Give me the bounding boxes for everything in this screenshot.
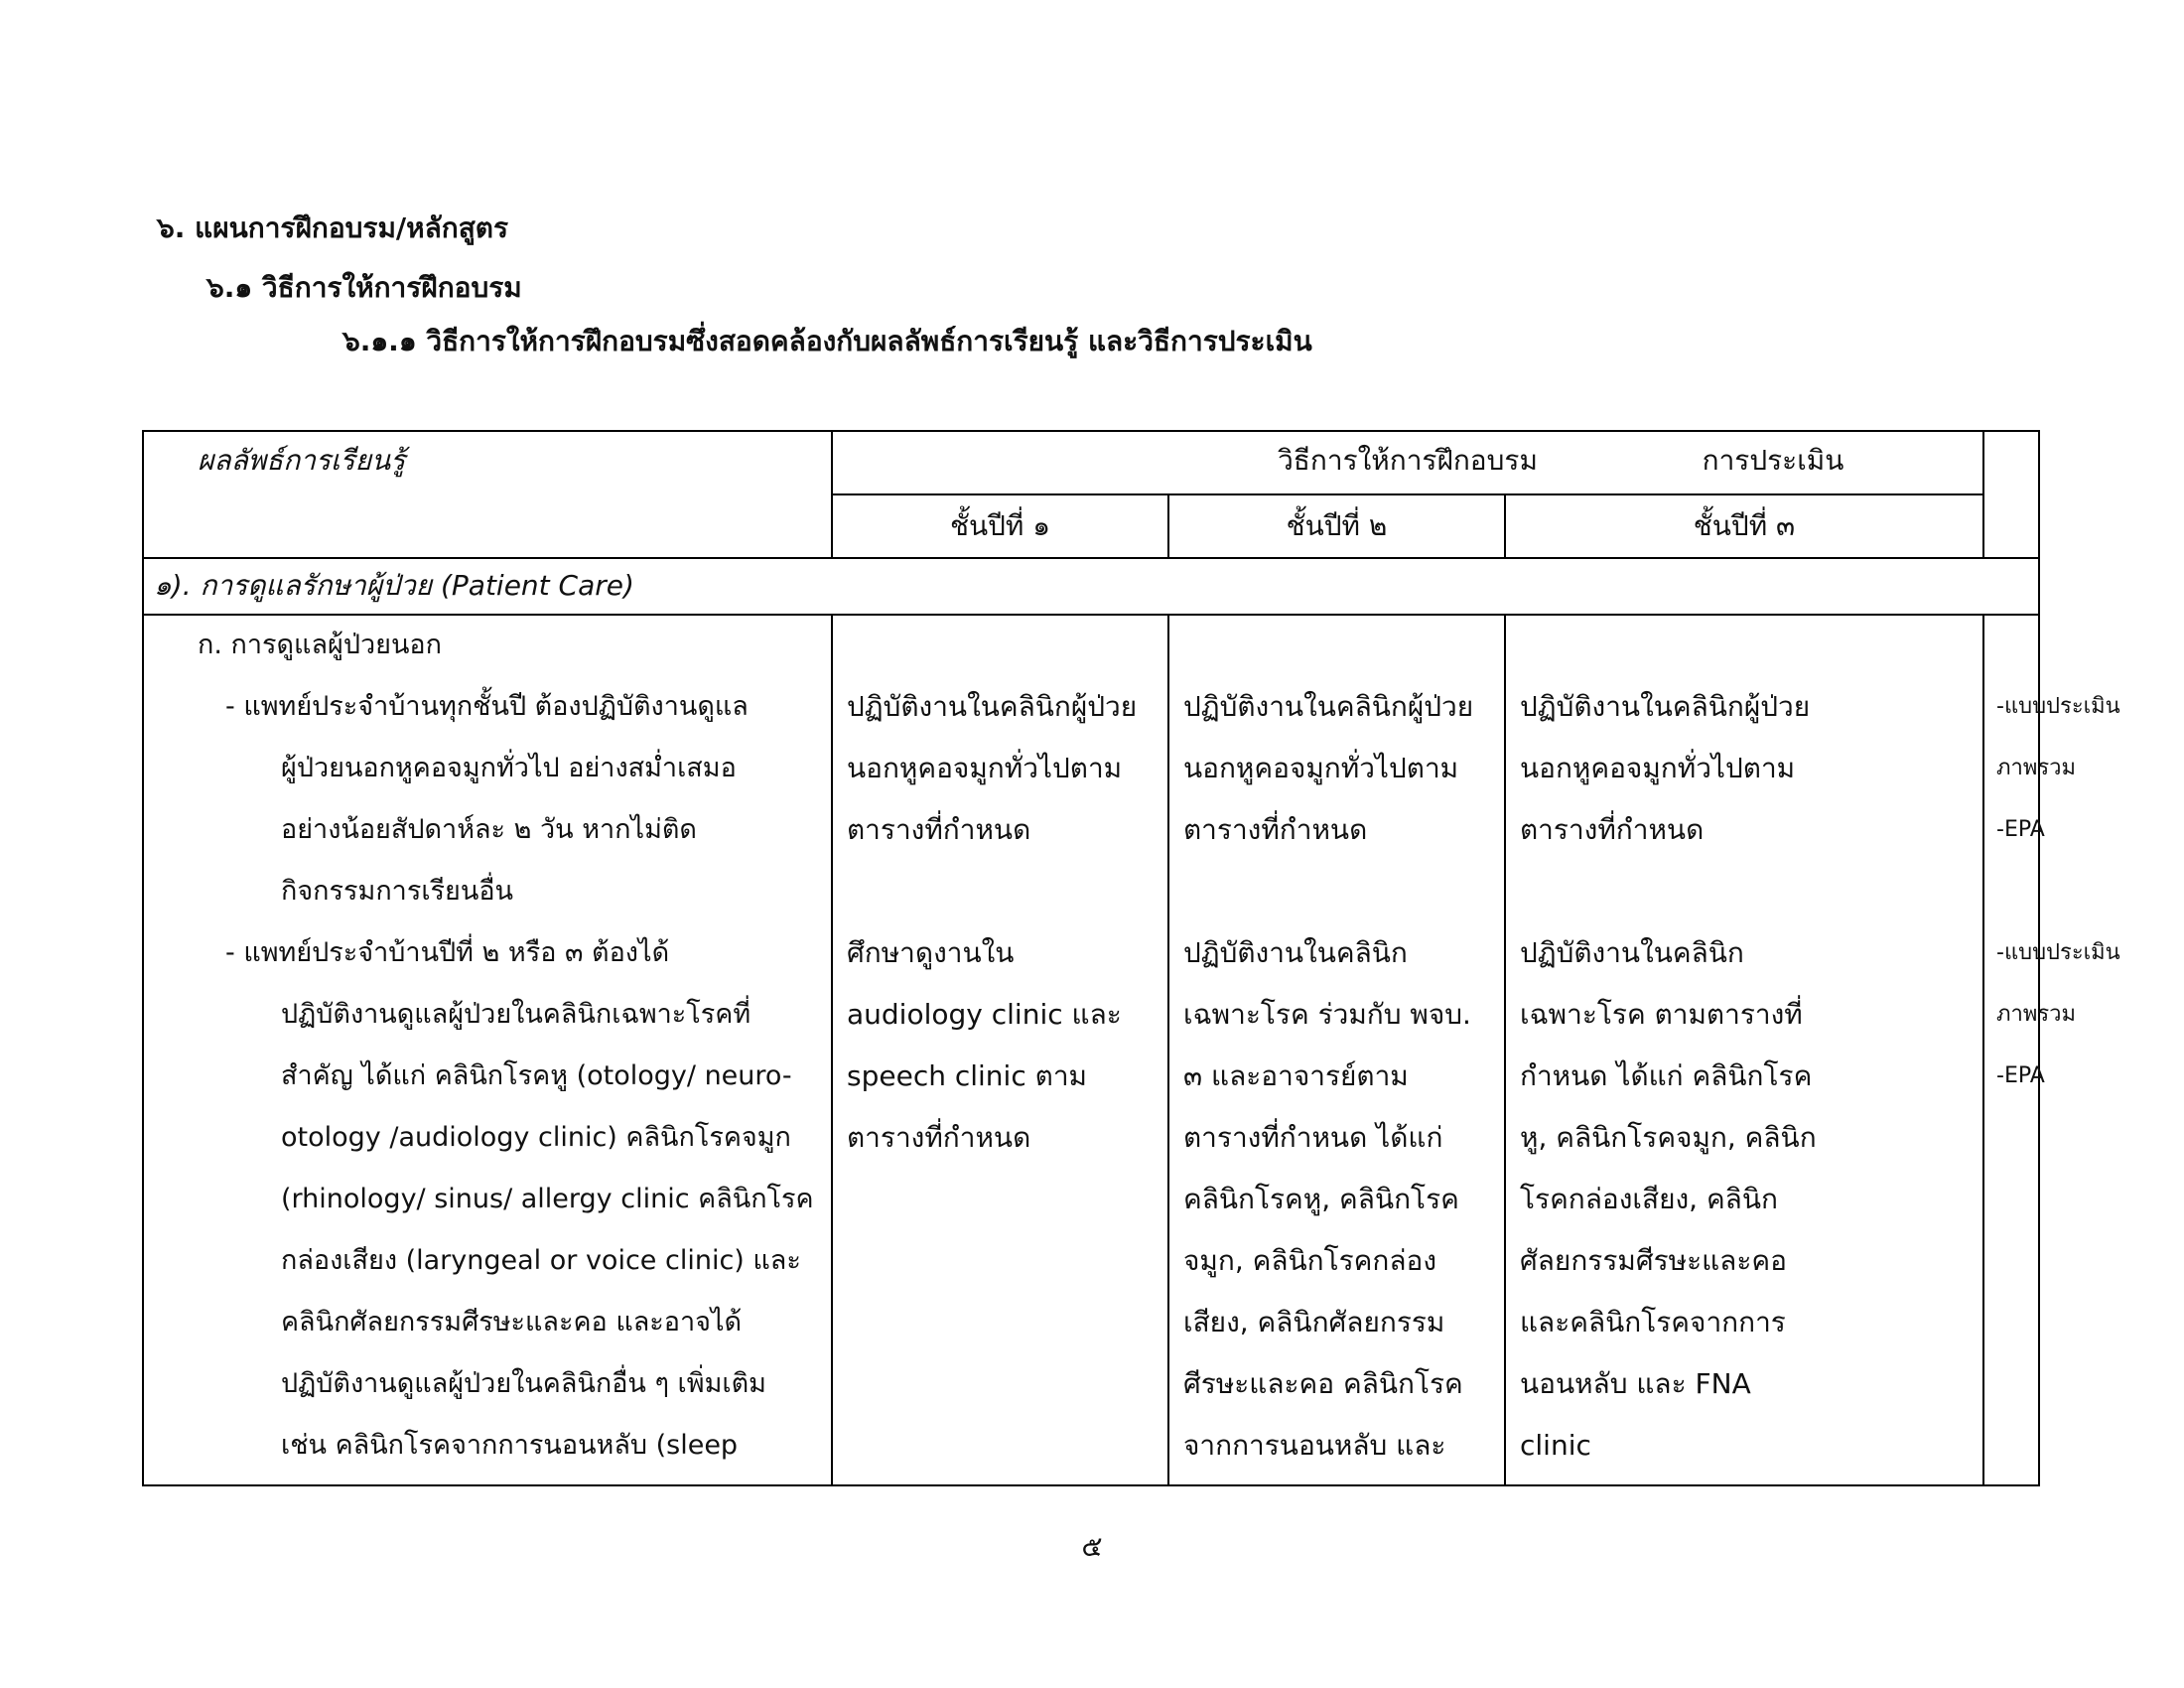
table-border-bottom [142,1484,2040,1486]
page-number: ๕ [1081,1530,1103,1563]
header-year-3: ชั้นปีที่ ๓ [1693,509,1796,542]
outcome-line: คลินิกศัลยกรรมศีรษะและคอ และอาจได้ [281,1307,743,1337]
outcome-line: ก. การดูแลผู้ป่วยนอก [198,630,442,660]
outcome-line: อย่างน้อยสัปดาห์ละ ๒ วัน หากไม่ติด [281,814,697,845]
cell-line: ศัลยกรรมศีรษะและคอ [1520,1244,1787,1277]
col-divider-1b [831,615,833,1486]
cell-line: ภาพรวม [1996,1002,2077,1027]
cell-line: clinic [1520,1429,1591,1462]
col-divider-2b [1167,615,1169,1486]
year3-outpatient [1520,676,1810,861]
outcome-line: กล่องเสียง (laryngeal or voice clinic) และ [281,1245,801,1276]
section-heading: ๖. แผนการฝึกอบรม/หลักสูตร [157,211,509,244]
evaluation-outpatient [1996,676,2120,861]
outcome-line: otology /audiology clinic) คลินิกโรคจมูก [281,1122,791,1153]
cell-line: จมูก, คลินิกโรคกล่อง [1183,1244,1437,1277]
cell-line: -EPA [1996,1063,2045,1088]
year3-specialty [1520,922,1817,1477]
cell-line: ปฏิบัติงานในคลินิกผู้ป่วย [1183,690,1474,723]
year2-outpatient [1183,676,1473,861]
cell-line: speech clinic ตาม [847,1059,1087,1092]
outcome-line: สำคัญ ได้แก่ คลินิกโรคหู (otology/ neuro- [281,1060,792,1091]
cell-line: ๓ และอาจารย์ตาม [1183,1059,1409,1092]
section-patient-care: ๑). การดูแลรักษาผู้ป่วย (Patient Care) [154,569,634,602]
outcome-line: ผู้ป่วยนอกหูคอจมูกทั่วไป อย่างสม่ำเสมอ [281,753,737,783]
year1-specialty [847,922,1122,1169]
cell-line: เฉพาะโรค ร่วมกับ พจบ. [1183,998,1471,1031]
outcome-line: เช่น คลินิกโรคจากการนอนหลับ (sleep [281,1430,739,1461]
cell-line: กำหนด ได้แก่ คลินิกโรค [1520,1059,1813,1092]
cell-line: -EPA [1996,817,2045,842]
training-methods-table [142,430,2120,1486]
cell-line: ปฏิบัติงานในคลินิก [1520,936,1744,969]
cell-line: ตารางที่กำหนด [847,813,1031,846]
cell-line: โรคกล่องเสียง, คลินิก [1520,1183,1778,1215]
cell-line: ศีรษะและคอ คลินิกโรค [1183,1367,1463,1400]
year1-outpatient [847,676,1137,861]
cell-line: ตารางที่กำหนด [1183,813,1368,846]
cell-line: ศึกษาดูงานใน [847,936,1015,969]
cell-line: ภาพรวม [1996,756,2077,780]
subsection-heading: ๖.๑ วิธีการให้การฝึกอบรม [206,271,522,304]
cell-line: ตารางที่กำหนด ได้แก่ [1183,1121,1443,1154]
sub-subsection-heading: ๖.๑.๑ วิธีการให้การฝึกอบรมซึ่งสอดคล้องกับผลลัพธ์การเรียนรู้ และวิธีการประเมิน [342,325,1312,357]
evaluation-specialty [1996,922,2120,1107]
header-methods: วิธีการให้การฝึกอบรม [1278,444,1538,477]
cell-line: นอกหูคอจมูกทั่วไปตาม [1520,752,1796,784]
cell-line: ปฏิบัติงานในคลินิก [1183,936,1408,969]
cell-line: ตารางที่กำหนด [847,1121,1031,1154]
outcome-text [198,615,814,1477]
cell-line: -แบบประเมิน [1996,694,2120,719]
header-evaluation: การประเมิน [1702,444,1844,477]
year2-specialty [1183,922,1471,1477]
cell-line: -แบบประเมิน [1996,940,2120,965]
cell-line: หู, คลินิกโรคจมูก, คลินิก [1520,1121,1817,1154]
cell-line: คลินิกโรคหู, คลินิกโรค [1183,1183,1459,1215]
cell-line: นอกหูคอจมูกทั่วไปตาม [847,752,1123,784]
cell-line: audiology clinic และ [847,998,1122,1031]
outcome-line: - แพทย์ประจำบ้านทุกชั้นปี ต้องปฏิบัติงานดูแล [225,691,749,722]
outcome-line: ปฏิบัติงานดูแลผู้ป่วยในคลินิกอื่น ๆ เพิ่มเติม [281,1368,766,1399]
cell-line: ปฏิบัติงานในคลินิกผู้ป่วย [847,690,1138,723]
outcome-line: - แพทย์ประจำบ้านปีที่ ๒ หรือ ๓ ต้องได้ [225,937,670,968]
cell-line: นอกหูคอจมูกทั่วไปตาม [1183,752,1459,784]
outcome-line: ปฏิบัติงานดูแลผู้ป่วยในคลินิกเฉพาะโรคที่ [281,999,751,1030]
cell-line: นอนหลับ และ FNA [1520,1367,1751,1400]
col-divider-4b [1982,615,1984,1486]
col-divider-3b [1504,615,1506,1486]
cell-line: ปฏิบัติงานในคลินิกผู้ป่วย [1520,690,1811,723]
cell-line: และคลินิกโรคจากการ [1520,1306,1786,1338]
header-outcome: ผลลัพธ์การเรียนรู้ [198,444,406,477]
outcome-line: (rhinology/ sinus/ allergy clinic คลินิกโรค [281,1184,814,1214]
table-border-left [142,430,144,1486]
header-year-2: ชั้นปีที่ ๒ [1286,509,1388,542]
cell-line: เสียง, คลินิกศัลยกรรม [1183,1306,1445,1338]
header-year-1: ชั้นปีที่ ๑ [949,509,1051,542]
cell-line: ตารางที่กำหนด [1520,813,1705,846]
outcome-line: กิจกรรมการเรียนอื่น [281,876,514,907]
cell-line: จากการนอนหลับ และ [1183,1429,1446,1462]
cell-line: เฉพาะโรค ตามตารางที่ [1520,998,1803,1031]
